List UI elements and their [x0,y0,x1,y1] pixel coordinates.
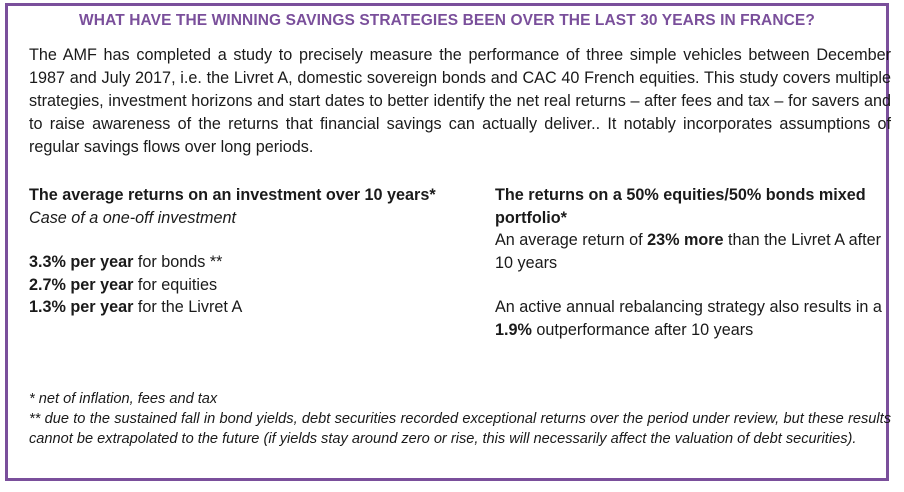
rebalancing-return [495,296,895,341]
intro-paragraph: The AMF has completed a study to precisely measure the performance of three simple vehicles between December 1987 and July 2017, i.e. the Livret A, domestic sovereign bonds and CAC 40 French equities. This study covers multiple strategies, investment horizons and start dates to better identify the net real returns – after fees and tax – for savers and to raise awareness of the returns that financial savings can actually deliver.. It notably incorporates assumptions of regular savings flows over long periods. [29,46,891,156]
info-box [5,3,889,481]
text-segment: than the Livret A after 10 years [495,231,882,272]
returns-list [29,251,469,319]
return-value: 2.7% per year [29,275,134,294]
return-value: 1.3% per year [29,298,134,316]
footnote-1: * net of inflation, fees and tax [29,391,218,407]
right-column [495,184,895,341]
footnote-2: ** due to the sustained fall in bond yields, debt securities recorded exceptional returns over the period under review, but these results cannot be extrapolated to the future (if yields stay around zero or rise, this will necessarily affect the valuation of debt securities). [29,411,891,447]
return-item-equities [29,274,469,297]
return-label: for bonds ** [133,253,223,271]
return-value: 3.3% per year [29,253,134,271]
text-segment: An active annual rebalancing strategy also results in a [495,298,882,316]
highlight-value: 1.9% [495,320,532,339]
mixed-portfolio-return [495,229,895,274]
text-segment: outperformance after 10 years [531,320,754,339]
left-column [29,184,469,319]
highlight-value: 23% more [647,231,724,249]
return-item-livret-a [29,296,469,319]
return-item-bonds [29,251,469,274]
return-label: for equities [133,275,218,294]
footnotes [29,389,891,449]
left-heading: The average returns on an investment over 10 years* [29,186,436,204]
return-label: for the Livret A [133,298,243,316]
text-segment: An average return of [495,231,648,249]
box-title: WHAT HAVE THE WINNING SAVINGS STRATEGIES BEEN OVER THE LAST 30 YEARS IN FRANCE? [79,12,815,29]
right-heading: The returns on a 50% equities/50% bonds mixed portfolio* [495,186,866,227]
left-subheading: Case of a one-off investment [29,208,236,227]
